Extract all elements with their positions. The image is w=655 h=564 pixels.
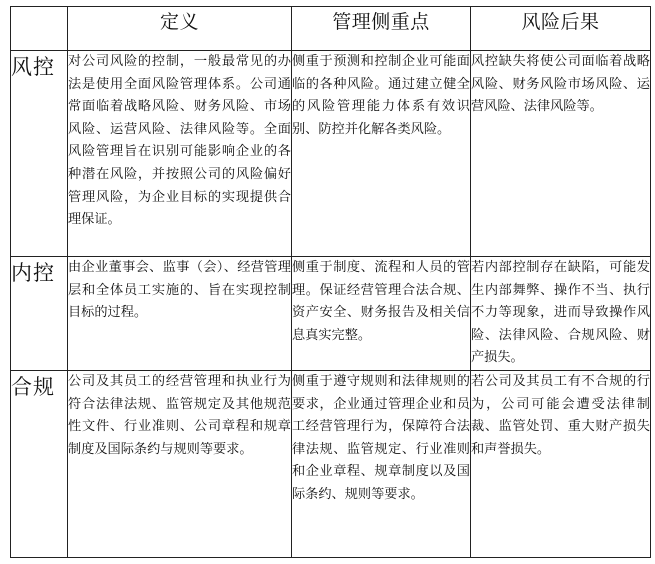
row-label-risk-control: 风控 xyxy=(11,51,68,257)
cell-risk-consequence: 若内部控制存在缺陷，可能发生内部舞弊、操作不当、执行不力等现象，进而导致操作风险、法律风险、合规风险、财产损失。 xyxy=(471,257,651,371)
cell-definition: 对公司风险的控制，一般最常见的办法是使用全面风险管理体系。公司通常面临着战略风险、财务风险、市场风险、运营风险、法律风险等。全面风险管理旨在识别可能影响企业的各种潜在风险，并按照公司的风险偏好管理风险，为企业目标的实现提供合理保证。 xyxy=(68,51,292,257)
cell-management-focus: 侧重于预测和控制企业可能面临的各种风险。通过建立健全的风险管理能力体系有效识别、防控并化解各类风险。 xyxy=(292,51,471,257)
table-row-internal-control xyxy=(11,257,651,371)
header-risk-consequence: 风险后果 xyxy=(471,7,651,51)
row-label-compliance: 合规 xyxy=(11,370,68,557)
header-management-focus: 管理侧重点 xyxy=(292,7,471,51)
cell-risk-consequence: 若公司及其员工有不合规的行为，公司可能会遭受法律制裁、监管处罚、重大财产损失和声誉损失。 xyxy=(471,370,651,557)
cell-risk-consequence: 风控缺失将使公司面临着战略风险、财务风险市场风险、运营风险、法律风险等。 xyxy=(471,51,651,257)
cell-management-focus: 侧重于制度、流程和人员的管理。保证经营管理合法合规、资产安全、财务报告及相关信息真实完整。 xyxy=(292,257,471,371)
comparison-table xyxy=(10,6,651,558)
header-row xyxy=(11,7,651,51)
cell-definition: 由企业董事会、监事（会）、经营管理层和全体员工实施的、旨在实现控制目标的过程。 xyxy=(68,257,292,371)
header-definition: 定义 xyxy=(68,7,292,51)
cell-definition: 公司及其员工的经营管理和执业行为符合法律法规、监管规定及其他规范性文件、行业准则、公司章程和规章制度及国际条约与规则等要求。 xyxy=(68,370,292,557)
corner-cell xyxy=(11,7,68,51)
cell-management-focus: 侧重于遵守规则和法律规则的要求，企业通过管理企业和员工经营管理行为，保障符合法律法规、监管规定、行业准则和企业章程、规章制度以及国际条约、规则等要求。 xyxy=(292,370,471,557)
row-label-internal-control: 内控 xyxy=(11,257,68,371)
table-row-risk-control xyxy=(11,51,651,257)
table-row-compliance xyxy=(11,370,651,557)
